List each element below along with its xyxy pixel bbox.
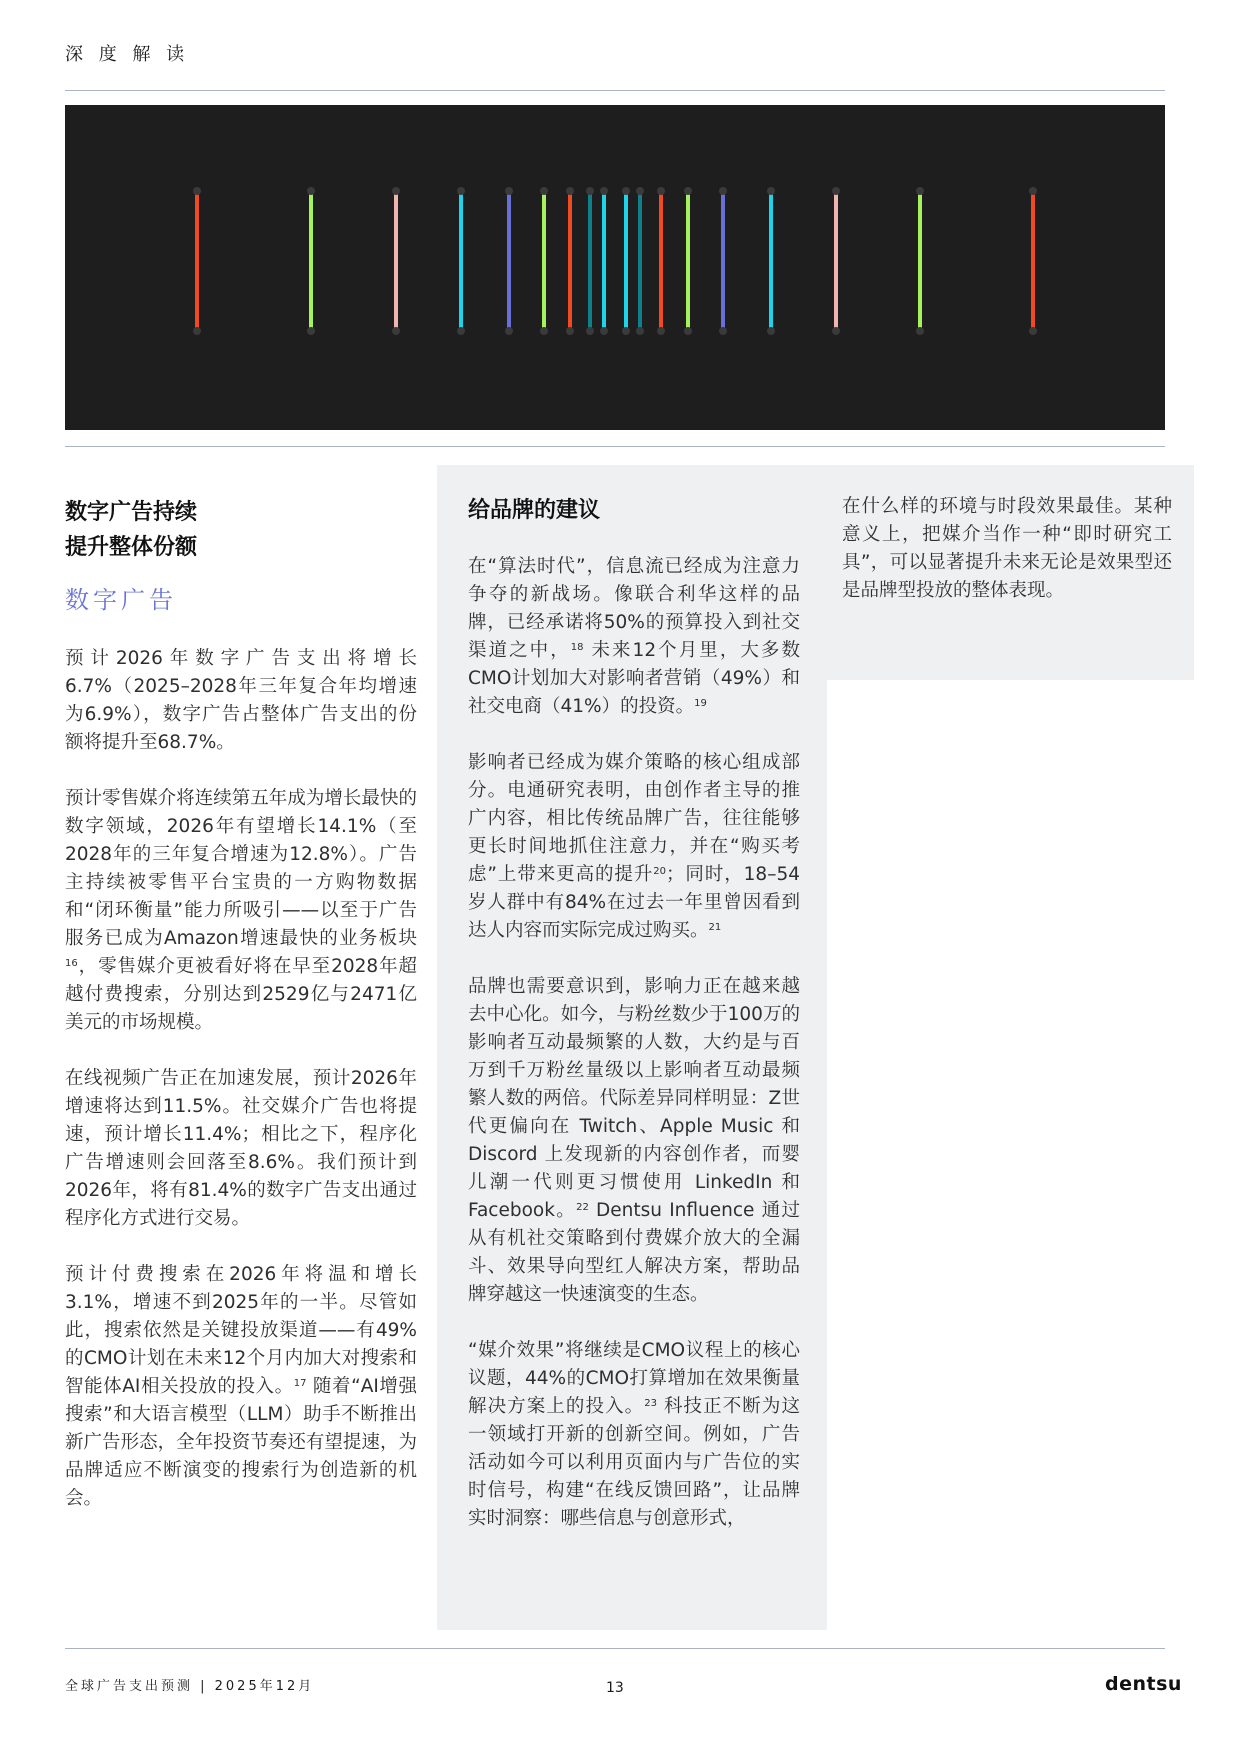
hero-light-bar <box>394 193 398 329</box>
hero-light-bar <box>834 193 838 329</box>
right-column <box>842 493 1172 633</box>
footnote-ref: 18 <box>570 642 584 653</box>
dentsu-logo: dentsu <box>1105 1673 1182 1695</box>
footnote-ref: 16 <box>65 958 78 969</box>
page-number: 13 <box>606 1680 624 1696</box>
hero-light-bar <box>721 193 725 329</box>
hero-light-bar <box>309 193 313 329</box>
paragraph-media-effectiveness: “媒介效果”将继续是CMO议程上的核心议题，44%的CMO打算增加在效果衡量解决方案上的投入。$^{23}$ 科技正不断为这一领域打开新的创新空间。例如，广告活动如今可以利用页面内与广告位的实时信号，构建“在线反馈回路”，让品牌实时洞察：哪些信息与创意形式， <box>468 1340 800 1529</box>
footnote-ref: 20 <box>653 866 666 877</box>
middle-column <box>468 495 800 1561</box>
hero-light-bar <box>659 193 663 329</box>
footer-publication: 全球广告支出预测 | 2025年12月 <box>65 1679 315 1694</box>
footer-rule <box>65 1648 1165 1649</box>
hero-light-bar <box>588 193 592 329</box>
hero-light-bar <box>638 193 642 329</box>
paragraph-digital-growth: 预计2026年数字广告支出将增长6.7%（2025–2028年三年复合年均增速为6.9%），数字广告占整体广告支出的份额将提升至68.7%。 <box>65 648 417 753</box>
hero-light-bar <box>459 193 463 329</box>
footnote-ref: 21 <box>708 922 722 933</box>
hero-light-bar <box>769 193 773 329</box>
paragraph-paid-search: 预计付费搜索在2026年将温和增长3.1%，增速不到2025年的一半。尽管如此，搜索依然是关键投放渠道——有49%的CMO计划在未来12个月内加大对搜索和智能体AI相关投放的投入。$^{17}$ 随着“AI增强搜索”和大语言模型（LLM）助手不断推出新广告形态，全年投资节奏还有望提速，为品牌适应不断演变的搜索行为创造新的机会。 <box>65 1264 417 1509</box>
hero-light-bar <box>507 193 511 329</box>
paragraph-algorithm-era: 在“算法时代”，信息流已经成为注意力争夺的新战场。像联合利华这样的品牌，已经承诺将50%的预算投入到社交渠道之中，$^{18}$ 未来12个月里，大多数CMO计划加大对影响者营销（49%）和社交电商（41%）的投资。$^{19}$ <box>468 556 800 717</box>
hero-light-bar <box>542 193 546 329</box>
left-column <box>65 495 417 1541</box>
hero-light-bar <box>195 193 199 329</box>
paragraph-retail-media: 预计零售媒介将连续第五年成为增长最快的数字领域，2026年有望增长14.1%（至2028年的三年复合增速为12.8%）。广告主持续被零售平台宝贵的一方购物数据和“闭环衡量”能力所吸引——以至于广告服务已成为Amazon增速最快的业务板块$^{16}$，零售媒介更被看好将在早至2028年超越付费搜索，分别达到2529亿与2471亿美元的市场规模。 <box>65 788 417 1033</box>
hero-divider <box>65 446 1165 447</box>
hero-light-bar <box>624 193 628 329</box>
paragraph-decentralized-influence: 品牌也需要意识到，影响力正在越来越去中心化。如今，与粉丝数少于100万的影响者互动最频繁的人数，大约是与百万到千万粉丝量级以上影响者互动最频繁人数的两倍。代际差异同样明显：Z世代更偏向在 Twitch、Apple Music 和Discord 上发现新的内容创作者，而婴儿潮一代则更习惯使用 LinkedIn 和 Facebook。$^{22}$ Dentsu Influence 通过从有机社交策略到付费媒介放大的全漏斗、效果导向型红人解决方案，帮助品牌穿越这一快速演变的生态。 <box>468 976 800 1305</box>
hero-light-bar <box>918 193 922 329</box>
footnote-ref: 19 <box>694 698 707 709</box>
header-rule <box>65 90 1165 91</box>
footnote-ref: 17 <box>293 1378 307 1389</box>
hero-light-bar <box>568 193 572 329</box>
paragraph-continued: 在什么样的环境与时段效果最佳。某种意义上，把媒介当作一种“即时研究工具”，可以显著提升未来无论是效果型还是品牌型投放的整体表现。 <box>842 496 1172 601</box>
hero-light-bar <box>686 193 690 329</box>
section-heading: 数字广告持续 提升整体份额 <box>65 500 198 560</box>
header-title: 深 度 解 读 <box>65 44 190 65</box>
recommendations-heading: 给品牌的建议 <box>468 498 601 523</box>
footnote-ref: 23 <box>644 1398 657 1409</box>
footnote-ref: 22 <box>576 1202 589 1213</box>
hero-light-bar <box>1031 193 1035 329</box>
hero-light-bar <box>602 193 606 329</box>
paragraph-online-video: 在线视频广告正在加速发展，预计2026年增速将达到11.5%。社交媒介广告也将提速，预计增长11.4%；相比之下，程序化广告增速则会回落至8.6%。我们预计到2026年，将有81.4%的数字广告支出通过程序化方式进行交易。 <box>65 1068 417 1229</box>
section-subheading: 数字广告 <box>65 586 177 614</box>
hero-image <box>65 105 1165 430</box>
paragraph-influencers: 影响者已经成为媒介策略的核心组成部分。电通研究表明，由创作者主导的推广内容，相比传统品牌广告，往往能够更长时间地抓住注意力，并在“购买考虑”上带来更高的提升$^{20}$；同时，18–54岁人群中有84%在过去一年里曾因看到达人内容而实际完成过购买。$^{21}$ <box>468 752 800 941</box>
